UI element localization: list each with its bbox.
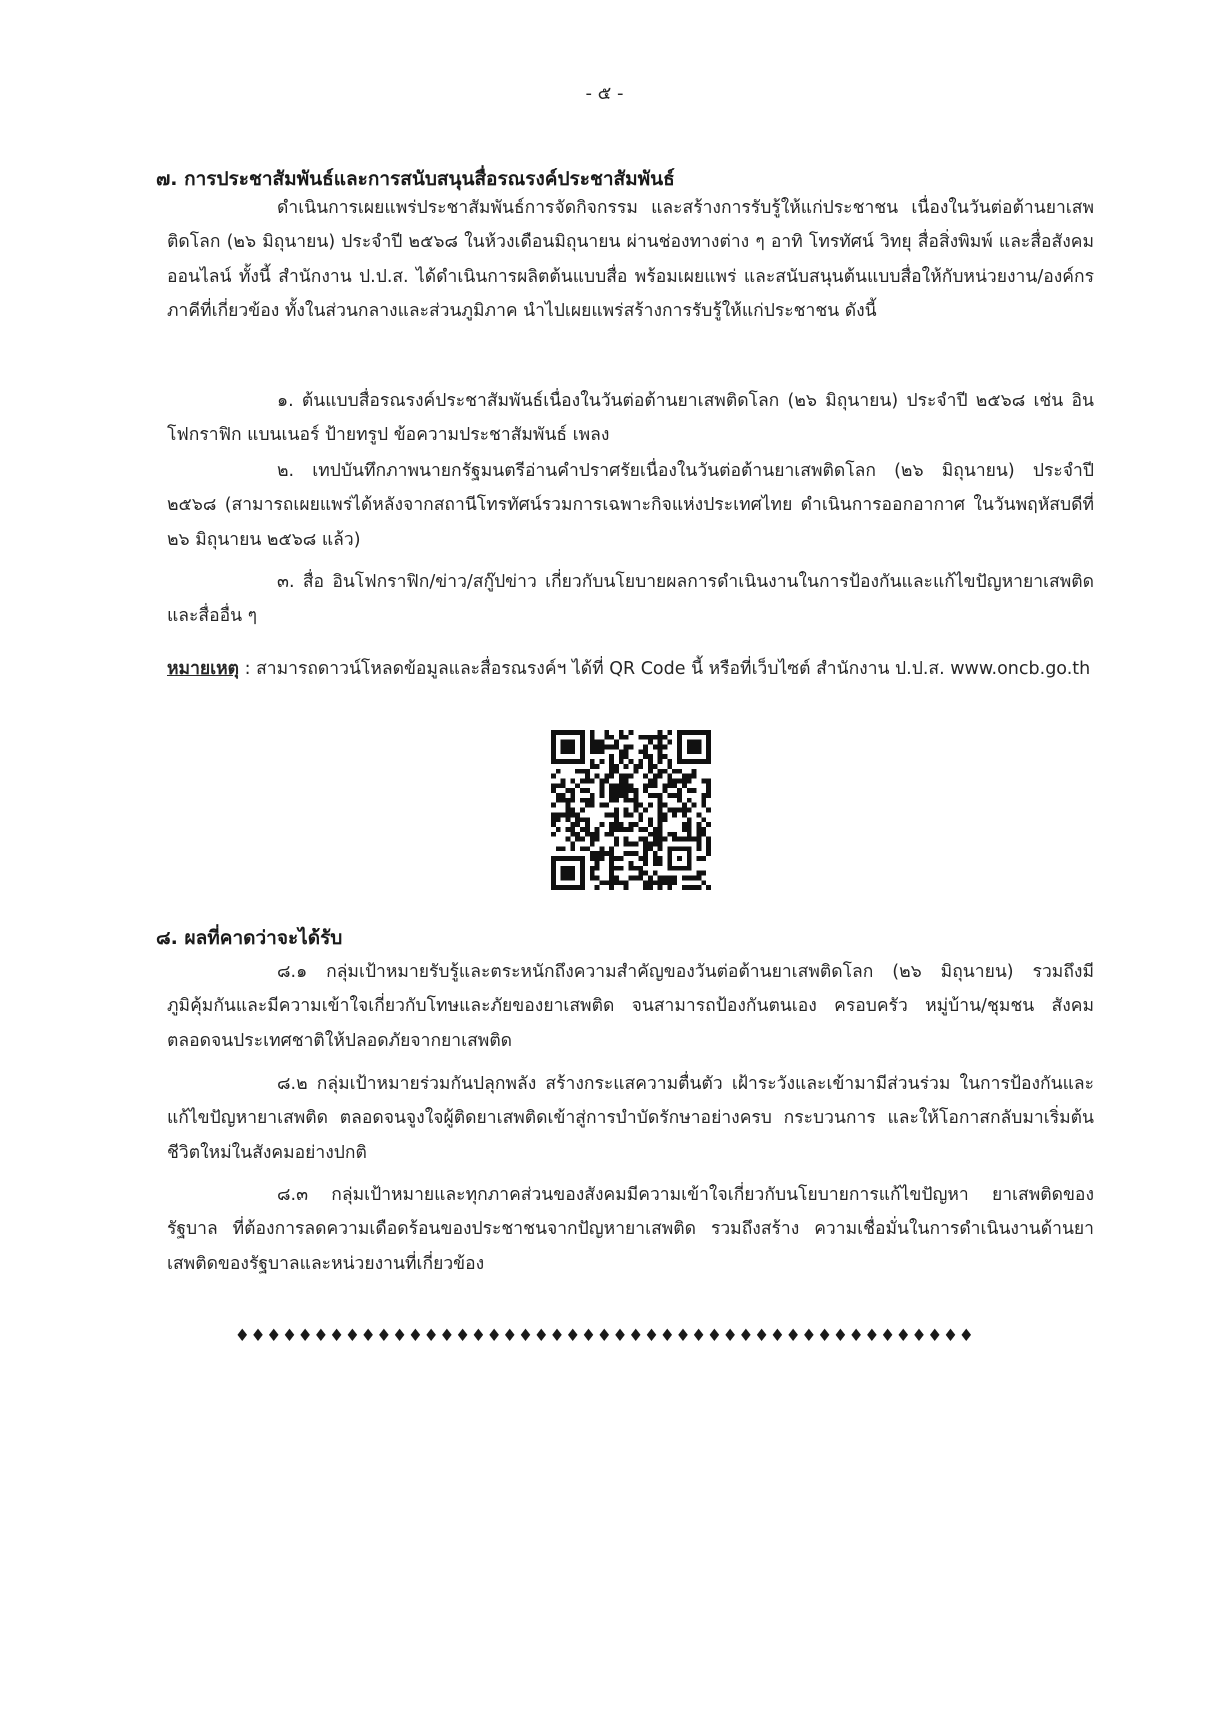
section-7-heading: ๗. การประชาสัมพันธ์และการสนับสนุนสื่อรณรงค์ประชาสัมพันธ์ [156, 168, 675, 190]
section-8-item-2: ๘.๒ กลุ่มเป้าหมายร่วมกันปลุกพลัง สร้างกระแสความตื่นตัว เฝ้าระวังและเข้ามามีส่วนร่วม ในการป้องกันและแก้ไขปัญหายาเสพติด ตลอดจนจูงใจผู้ติดยาเสพติดเข้าสู่การบำบัดรักษาอย่างครบ กระบวนการ และให้โอกาสกลับมาเริ่มต้นชีวิตใหม่ในสังคมอย่างปกติ [167, 1074, 1094, 1163]
section-7-item-3: ๓. สื่อ อินโฟกราฟิก/ข่าว/สกู๊ปข่าว เกี่ยวกับนโยบายผลการดำเนินงานในการป้องกันและแก้ไขปัญหายาเสพติด และสื่ออื่น ๆ [167, 572, 1094, 627]
section-7-intro: ดำเนินการเผยแพร่ประชาสัมพันธ์การจัดกิจกรรม และสร้างการรับรู้ให้แก่ประชาชน เนื่องในวันต่อต้านยาเสพติดโลก (๒๖ มิถุนายน) ประจำปี ๒๕๖๘ ในห้วงเดือนมิถุนายน ผ่านช่องทางต่าง ๆ อาทิ โทรทัศน์ วิทยุ สื่อสิ่งพิมพ์ และสื่อสังคมออนไลน์ ทั้งนี้ สำนักงาน ป.ป.ส. ได้ดำเนินการผลิตต้นแบบสื่อ พร้อมเผยแพร่ และสนับสนุนต้นแบบสื่อให้กับหน่วยงาน/องค์กรภาคีที่เกี่ยวข้อง ทั้งในส่วนกลางและส่วนภูมิภาค นำไปเผยแพร่สร้างการรับรู้ให้แก่ประชาชน ดังนี้ [167, 198, 1094, 321]
section-7-item-2: ๒. เทปบันทึกภาพนายกรัฐมนตรีอ่านคำปราศรัยเนื่องในวันต่อต้านยาเสพติดโลก (๒๖ มิถุนายน) ประจำปี ๒๕๖๘ (สามารถเผยแพร่ได้หลังจากสถานีโทรทัศน์รวมการเฉพาะกิจแห่งประเทศไทย ดำเนินการออกอากาศ ในวันพฤหัสบดีที่ ๒๖ มิถุนายน ๒๕๖๘ แล้ว) [167, 461, 1094, 550]
note-text: : สามารถดาวน์โหลดข้อมูลและสื่อรณรงค์ฯ ได้ที่ QR Code นี้ หรือที่เว็บไซต์ สำนักงาน ป.ป.ส. www.oncb.go.th [239, 659, 1091, 679]
download-note [167, 652, 1094, 686]
section-8-heading: ๘. ผลที่คาดว่าจะได้รับ [156, 927, 343, 949]
section-8-item-1: ๘.๑ กลุ่มเป้าหมายรับรู้และตระหนักถึงความสำคัญของวันต่อต้านยาเสพติดโลก (๒๖ มิถุนายน) รวมถึงมีภูมิคุ้มกันและมีความเข้าใจเกี่ยวกับโทษและภัยของยาเสพติด จนสามารถป้องกันตนเอง ครอบครัว หมู่บ้าน/ชุมชน สังคม ตลอดจนประเทศชาติให้ปลอดภัยจากยาเสพติด [167, 962, 1094, 1051]
qr-code-icon[interactable] [548, 730, 714, 890]
end-divider: ♦♦♦♦♦♦♦♦♦♦♦♦♦♦♦♦♦♦♦♦♦♦♦♦♦♦♦♦♦♦♦♦♦♦♦♦♦♦♦♦♦♦♦♦♦♦♦ [234, 1326, 975, 1346]
page-number: - ๕ - [585, 83, 624, 104]
section-8-item-3: ๘.๓ กลุ่มเป้าหมายและทุกภาคส่วนของสังคมมีความเข้าใจเกี่ยวกับนโยบายการแก้ไขปัญหา ยาเสพติดของรัฐบาล ที่ต้องการลดความเดือดร้อนของประชาชนจากปัญหายาเสพติด รวมถึงสร้าง ความเชื่อมั่นในการดำเนินงานด้านยาเสพติดของรัฐบาลและหน่วยงานที่เกี่ยวข้อง [167, 1185, 1094, 1274]
section-7-item-1: ๑. ต้นแบบสื่อรณรงค์ประชาสัมพันธ์เนื่องในวันต่อต้านยาเสพติดโลก (๒๖ มิถุนายน) ประจำปี ๒๕๖๘ เช่น อินโฟกราฟิก แบนเนอร์ ป้ายทรูป ข้อความประชาสัมพันธ์ เพลง [167, 391, 1094, 446]
note-label: หมายเหตุ [167, 659, 240, 679]
